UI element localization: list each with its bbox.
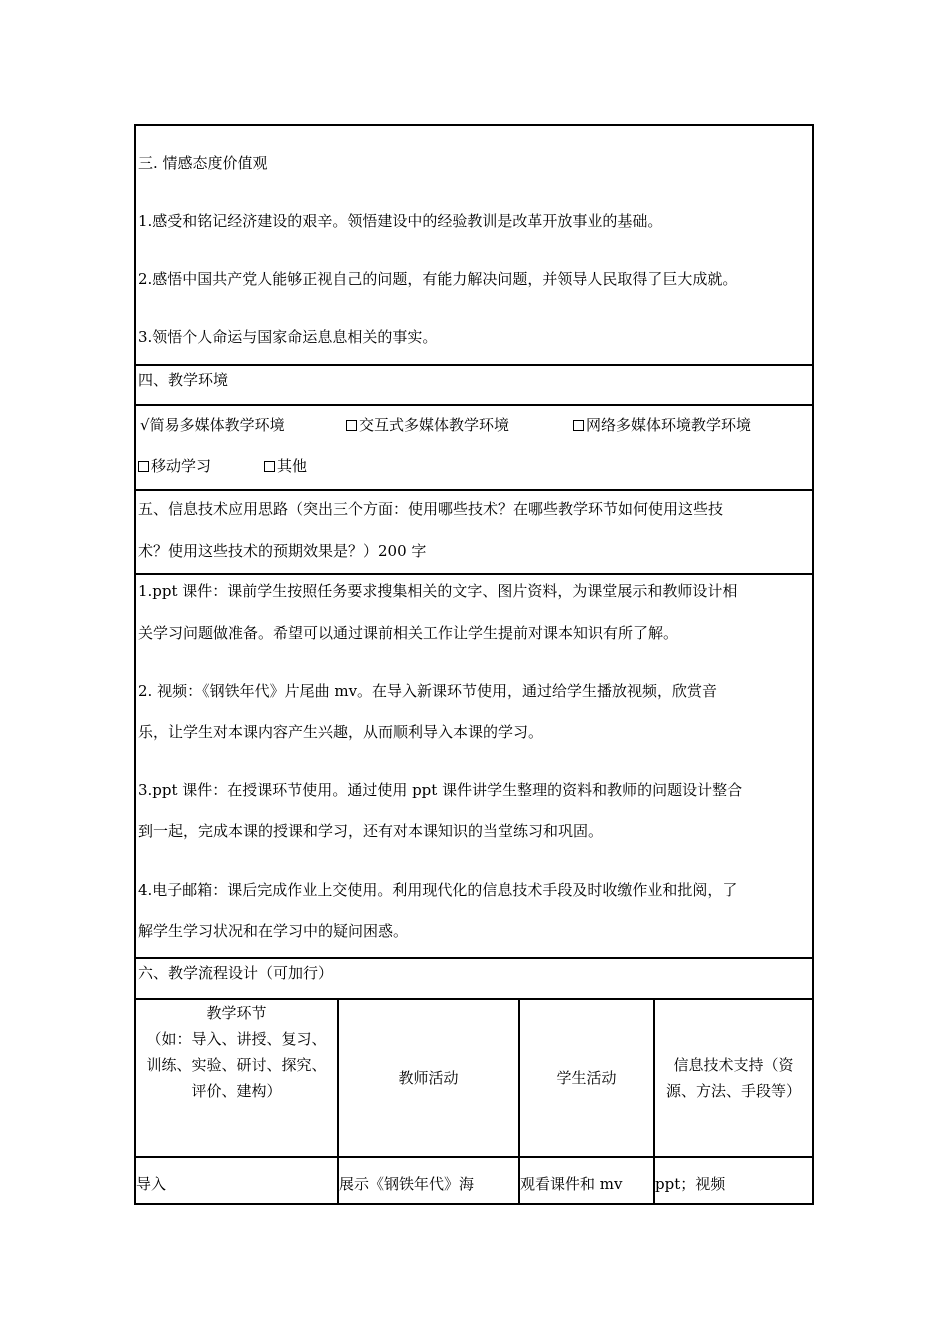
teaching-flow-table xyxy=(136,1000,812,1203)
paragraph-line: 4.电子邮箱：课后完成作业上交使用。利用现代化的信息技术手段及时收缴作业和批阅，了 xyxy=(138,881,738,899)
table-header-row xyxy=(136,1000,812,1157)
list-item: 1.感受和铭记经济建设的艰辛。领悟建设中的经验教训是改革开放事业的基础。 xyxy=(138,212,663,230)
teaching-flow-table-wrap xyxy=(136,1000,812,1203)
paragraph-line: 3.ppt 课件：在授课环节使用。通过使用 ppt 课件讲学生整理的资料和教师的问题设计整合 xyxy=(138,781,743,799)
cell-student: 观看课件和 mv xyxy=(519,1157,654,1203)
checkbox-icon xyxy=(346,420,357,431)
checkbox-icon xyxy=(138,461,149,472)
header-it-support: 信息技术支持（资 源、方法、手段等） xyxy=(654,1000,812,1157)
list-item: 2.感悟中国共产党人能够正视自己的问题，有能力解决问题，并领导人民取得了巨大成就。 xyxy=(138,270,738,288)
section-emotion-values xyxy=(136,126,812,366)
section-teaching-environment xyxy=(136,366,812,406)
paragraph-line: 关学习问题做准备。希望可以通过课前相关工作让学生提前对课本知识有所了解。 xyxy=(138,624,679,642)
header-teaching-stage: 教学环节 （如：导入、讲授、复习、 训练、实验、研讨、探究、 评价、建构） xyxy=(136,1000,338,1157)
it-application-body xyxy=(136,575,812,959)
option-interactive-multimedia[interactable]: 交互式多媒体教学环境 xyxy=(346,415,509,435)
table-row xyxy=(136,1157,812,1203)
cell-tech: ppt；视频 xyxy=(654,1157,812,1203)
paragraph-line: 到一起，完成本课的授课和学习，还有对本课知识的当堂练习和巩固。 xyxy=(138,822,604,840)
cell-stage: 导入 xyxy=(136,1157,338,1203)
paragraph-line: 乐，让学生对本课内容产生兴趣，从而顺利导入本课的学习。 xyxy=(138,723,544,741)
header-student-activity: 学生活动 xyxy=(519,1000,654,1157)
section-heading: 六、教学流程设计（可加行） xyxy=(138,964,334,982)
paragraph-line: 2. 视频：《钢铁年代》片尾曲 mv。在导入新课环节使用，通过给学生播放视频，欣赏音 xyxy=(138,682,718,700)
cell-teacher: 展示《钢铁年代》海 xyxy=(338,1157,519,1203)
paragraph-line: 1.ppt 课件：课前学生按照任务要求搜集相关的文字、图片资料，为课堂展示和教师设计相 xyxy=(138,582,738,600)
section-heading: 三. 情感态度价值观 xyxy=(138,154,268,172)
list-item: 3.领悟个人命运与国家命运息息相关的事实。 xyxy=(138,328,438,346)
document-page xyxy=(134,124,814,1205)
section-heading-line: 五、信息技术应用思路（突出三个方面：使用哪些技术？在哪些教学环节如何使用这些技 xyxy=(138,500,724,518)
header-teacher-activity: 教师活动 xyxy=(338,1000,519,1157)
checkmark-icon: √ xyxy=(140,416,150,434)
section-heading: 四、教学环境 xyxy=(138,371,229,389)
lesson-plan-table xyxy=(134,124,814,1205)
option-network-multimedia[interactable]: 网络多媒体环境教学环境 xyxy=(573,415,751,435)
option-other[interactable]: 其他 xyxy=(264,456,307,476)
checkbox-icon xyxy=(264,461,275,472)
section-heading-line: 术？使用这些技术的预期效果是？）200 字 xyxy=(138,542,427,560)
environment-options xyxy=(136,406,812,491)
option-mobile-learning[interactable]: 移动学习 xyxy=(138,456,211,476)
paragraph-line: 解学生学习状况和在学习中的疑问困惑。 xyxy=(138,922,409,940)
section-it-application xyxy=(136,491,812,575)
checkbox-icon xyxy=(573,420,584,431)
option-simple-multimedia[interactable]: √简易多媒体教学环境 xyxy=(140,416,285,434)
section-teaching-flow xyxy=(136,959,812,1000)
